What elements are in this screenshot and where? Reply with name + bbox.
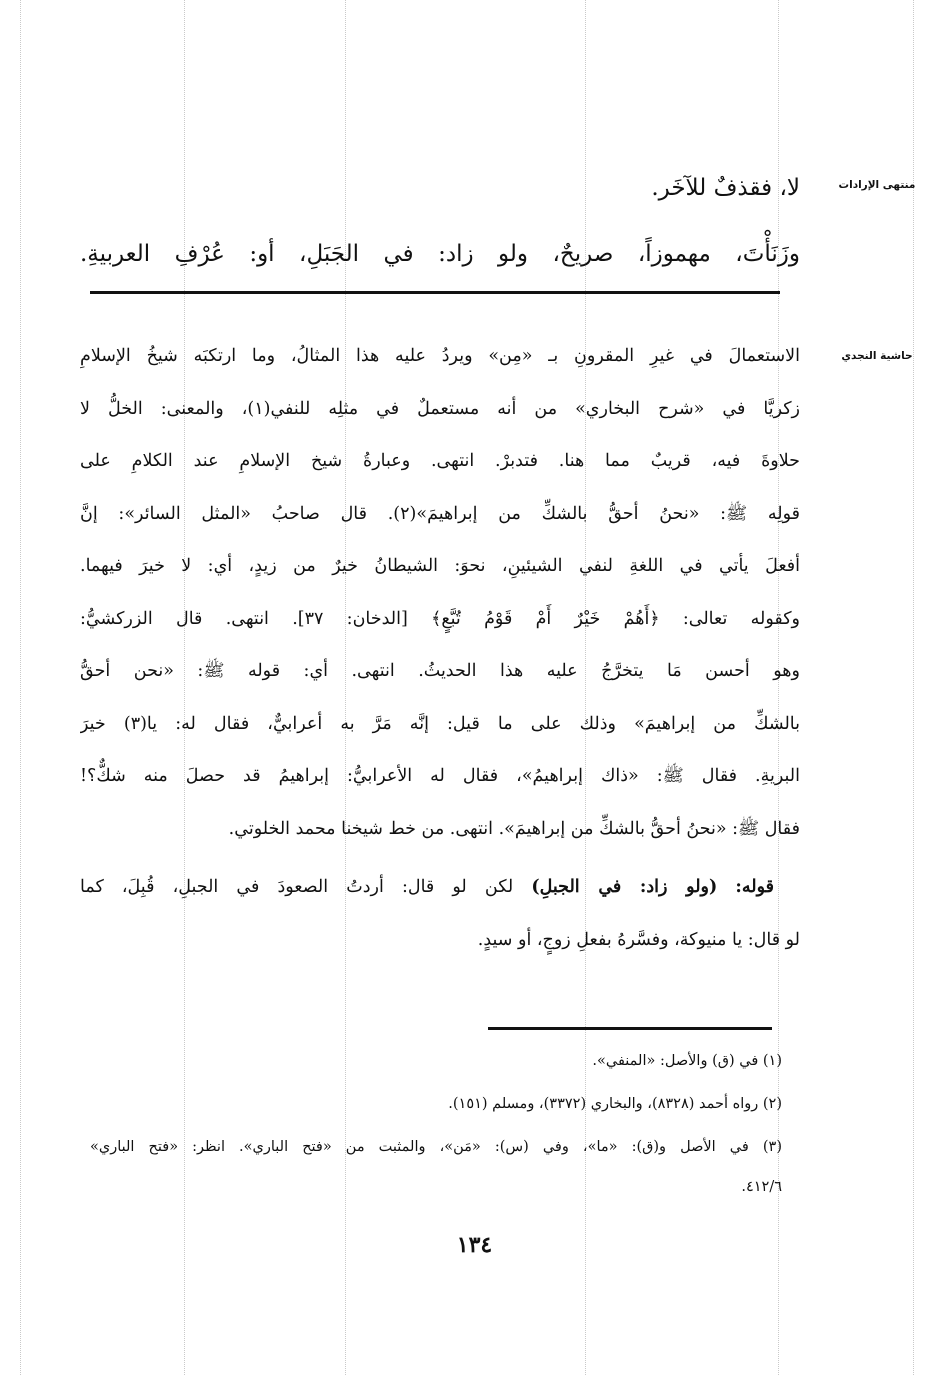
hashiya-line: زكريَّا في «شرح البخاري» من أنه مستعملٌ في مثلِه للنفي(١)، والمعنى: الخلُّ لا [80,398,800,419]
qawluh-quote: (ولو زاد: في الجبلِ) [531,877,718,897]
side-label-matn: منتهى الإرادات [838,179,916,191]
hashiya-text [80,330,800,966]
hashiya-line: وهو أحسن مَا يتخرَّجُ عليه هذا الحديثُ. انتهى. أي: قوله ﷺ: «نحن أحقُّ [80,661,800,681]
hashiya-line: حلاوةَ فيه، قريبٌ مما هنا. فتدبرْ. انتهى. وعبارةُ شيخ الإسلامِ عند الكلامِ على [80,451,800,471]
hashiya-line: قولِه ﷺ: «نحنُ أحقُّ بالشكِّ من إبراهيمَ»(٢). قال صاحبُ «المثل السائر»: إنَّ [80,503,800,524]
qawluh-prefix: قوله: [735,877,774,897]
footnote-separator [488,1027,772,1030]
footnote-item: (٢) رواه أحمد (٨٣٢٨)، والبخاري (٣٣٧٢)، ومسلم (١٥١). [448,1096,782,1112]
matn-separator [90,291,780,294]
hashiya-line: البريةِ. فقال ﷺ: «ذاك إبراهيمُ»، فقال له الأعرابيُّ: إبراهيمُ قد حصلَ منه شكٌّ؟! [80,766,800,786]
matn-line: لا، فقذفٌ للآخَر. [651,175,800,201]
side-label-hashiya: حاشية النجدي [841,350,913,362]
hashiya-line: وكقوله تعالى: ﴿أَهُمْ خَيْرٌ أَمْ قَوْمُ تُبَّعٍ﴾ [الدخان: ٣٧]. انتهى. قال الزركشيُّ: [80,608,800,629]
hashiya-line: الاستعمالَ في غيرِ المقرونِ بـ «مِن» ويردُ عليه هذا المثالُ، وما ارتكبَه شيخُ الإسلامِ [80,346,800,366]
hashiya-line: أفعلَ يأتي في اللغةِ لنفي الشيئينِ، نحوَ: الشيطانُ خيرٌ من زيدٍ، أي: لا خيرَ فيهما. [80,556,800,576]
footnotes [90,1040,782,1205]
hashiya-line: فقال ﷺ: «نحنُ أحقُّ بالشكِّ من إبراهيمَ». انتهى. من خط شيخنا محمد الخلوتي. [228,818,800,839]
qawluh-line [80,861,800,914]
hashiya-line: بالشكِّ من إبراهيمَ» وذلك على ما قيل: إنَّه مَرَّ به أعرابيٌّ، فقال له: يا(٣) خيرَ [80,713,800,734]
scan-guide-line [913,0,914,1375]
qawluh-continuation: لكن لو قال: أردتُ الصعودَ في الجبلِ، قُبِلَ، كما [80,877,514,897]
matn-text [80,162,800,280]
matn-line: وزَنَأْتَ، مهموزاً، صريحٌ، ولو زاد: في الجَبَلِ، أو: عُرْفِ العربيةِ. [80,241,800,267]
qawluh-line: لو قال: يا منيوكة، وفسَّرهُ بفعلِ زوجٍ، أو سيدٍ. [477,929,800,950]
footnote-item: ٤١٢/٦. [741,1179,782,1195]
page-number: ١٣٤ [456,1232,493,1258]
scan-guide-line [20,0,21,1375]
footnote-item: (٣) في الأصل و(ق): «ما»، وفي (س): «مَن»، والمثبت من «فتح الباري». انظر: «فتح الباري» [90,1139,782,1155]
footnote-item: (١) في (ق) والأصل: «المنفي». [592,1053,782,1069]
